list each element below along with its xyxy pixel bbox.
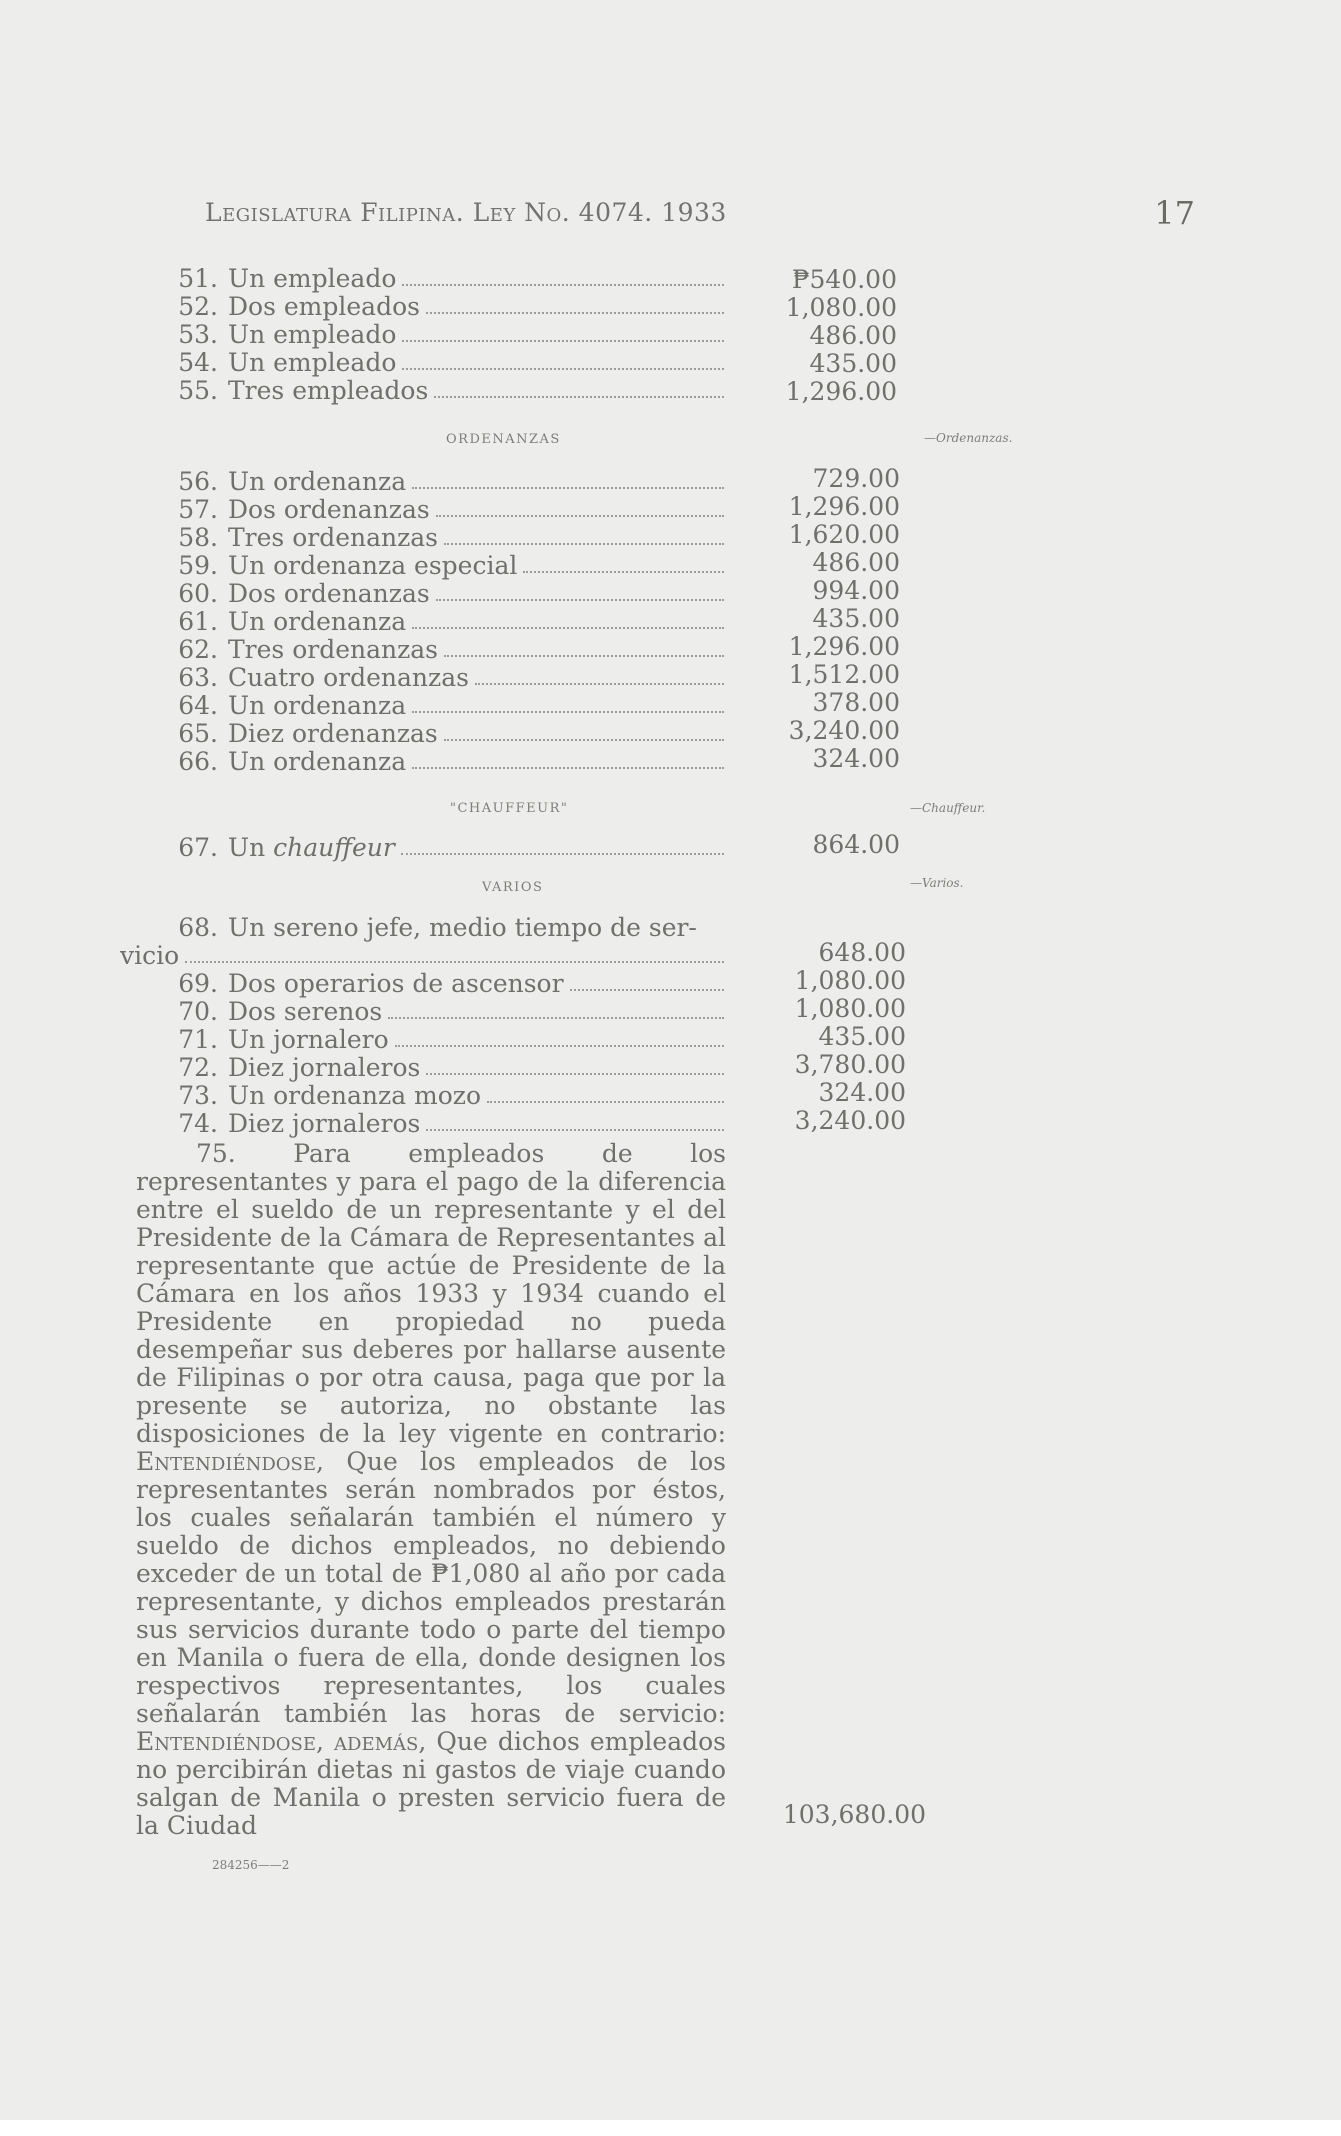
amount: ₱540.00 <box>791 265 897 294</box>
amount: 324.00 <box>812 744 900 773</box>
list-item: 63. Cuatro ordenanzas <box>140 664 730 692</box>
amount: 435.00 <box>818 1022 906 1051</box>
amount: 324.00 <box>818 1078 906 1107</box>
section-heading-chauffeur: "CHAUFFEUR" <box>450 801 569 816</box>
margin-note-varios: —Varios. <box>910 876 964 890</box>
amount: 1,512.00 <box>788 660 900 689</box>
printer-code: 284256——2 <box>212 1858 290 1872</box>
amount: 3,240.00 <box>788 716 900 745</box>
list-item: 59. Un ordenanza especial <box>140 552 730 580</box>
list-item: 65. Diez ordenanzas <box>140 720 730 748</box>
amount: 435.00 <box>809 349 897 378</box>
amount-total-75: 103,680.00 <box>782 1800 926 1829</box>
amount: 1,296.00 <box>788 632 900 661</box>
section-heading-ordenanzas: ORDENANZAS <box>446 432 561 447</box>
amount: 994.00 <box>812 576 900 605</box>
amount: 1,080.00 <box>794 994 906 1023</box>
list-item: 51. Un empleado <box>140 265 730 293</box>
list-item: 74. Diez jornaleros <box>140 1110 730 1138</box>
list-item: 69. Dos operarios de ascensor <box>140 970 730 998</box>
amount: 486.00 <box>812 548 900 577</box>
page-number: 17 <box>1154 194 1195 232</box>
list-item: 53. Un empleado <box>140 321 730 349</box>
list-item: 58. Tres ordenanzas <box>140 524 730 552</box>
list-item: 55. Tres empleados <box>140 377 730 405</box>
list-item: 67. Un chauffeur <box>140 834 730 862</box>
amount: 729.00 <box>812 464 900 493</box>
header-title: Legislatura Filipina. Ley No. 4074. 1933 <box>205 198 727 227</box>
list-item: 52. Dos empleados <box>140 293 730 321</box>
amount: 435.00 <box>812 604 900 633</box>
amount: 3,240.00 <box>794 1106 906 1135</box>
list-item: 60. Dos ordenanzas <box>140 580 730 608</box>
list-item-continuation: vicio <box>120 942 730 970</box>
amount: 1,296.00 <box>785 377 897 406</box>
section-heading-varios: VARIOS <box>482 880 544 895</box>
list-item: 56. Un ordenanza <box>140 468 730 496</box>
list-item: 57. Dos ordenanzas <box>140 496 730 524</box>
amount: 378.00 <box>812 688 900 717</box>
scan-strip <box>0 2120 1341 2136</box>
list-item: 68. Un sereno jefe, medio tiempo de ser- <box>178 913 697 942</box>
amount: 486.00 <box>809 321 897 350</box>
list-item: 72. Diez jornaleros <box>140 1054 730 1082</box>
amount: 1,080.00 <box>785 293 897 322</box>
item-75-paragraph: 75. Para empleados de los representantes y para el pago de la diferencia entre el sueldo de un representante y el del Presidente de la Cámara de Representantes al representante que actúe de Presidente de la Cámara en los años 1933 y 1934 cuando el Presidente en propiedad no pueda desempeñar sus deberes por hallarse ausente de Filipinas o por otra causa, paga que por la presente se autoriza, no obstante las disposiciones de la ley vigente en contrario: Entendiéndose, Que los empleados de los representantes serán nombrados por éstos, los cuales señalarán también el número y sueldo de dichos empleados, no debiendo exceder de un total de ₱1,080 al año por cada representante, y dichos empleados prestarán sus servicios durante todo o parte del tiempo en Manila o fuera de ella, donde designen los respectivos representantes, los cuales señalarán también las horas de servicio: Entendiéndose, además, Que dichos empleados no percibirán dietas ni gastos de viaje cuando salgan de Manila o presten servicio fuera de la Ciudad <box>136 1139 726 1840</box>
list-item: 71. Un jornalero <box>140 1026 730 1054</box>
running-header <box>205 194 1195 238</box>
margin-note-ordenanzas: —Ordenanzas. <box>924 431 1013 445</box>
list-item: 54. Un empleado <box>140 349 730 377</box>
list-item: 64. Un ordenanza <box>140 692 730 720</box>
margin-note-chauffeur: —Chauffeur. <box>910 801 986 815</box>
amount: 1,620.00 <box>788 520 900 549</box>
amount: 3,780.00 <box>794 1050 906 1079</box>
list-item: 73. Un ordenanza mozo <box>140 1082 730 1110</box>
list-item: 70. Dos serenos <box>140 998 730 1026</box>
amount: 864.00 <box>812 830 900 859</box>
amount: 648.00 <box>818 938 906 967</box>
amount: 1,080.00 <box>794 966 906 995</box>
amount: 1,296.00 <box>788 492 900 521</box>
list-item: 61. Un ordenanza <box>140 608 730 636</box>
list-item: 62. Tres ordenanzas <box>140 636 730 664</box>
list-item: 66. Un ordenanza <box>140 748 730 776</box>
